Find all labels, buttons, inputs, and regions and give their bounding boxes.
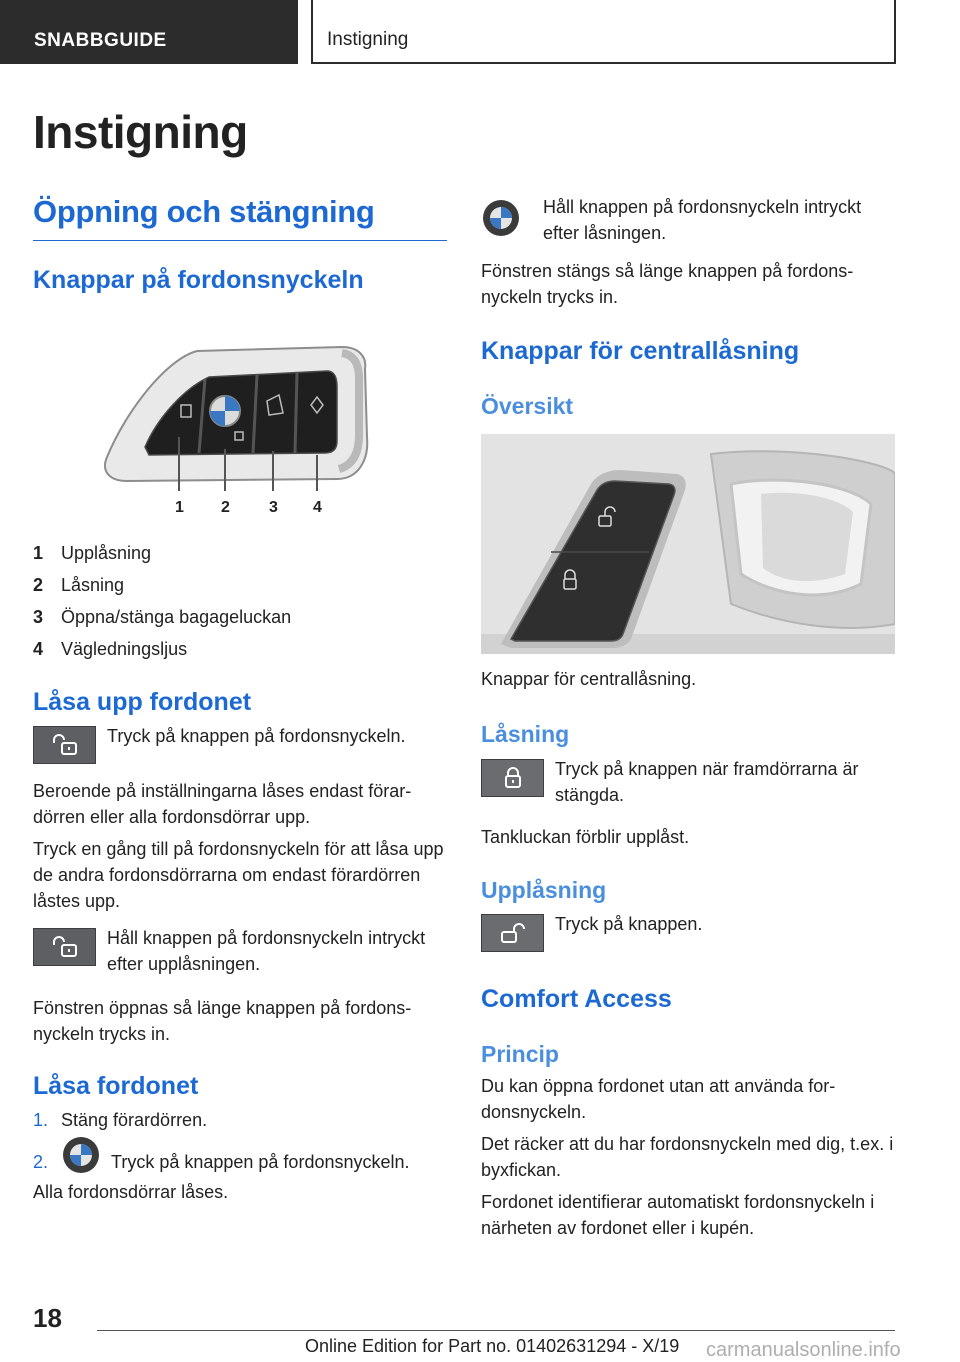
- paragraph: Du kan öppna fordonet utan att använda fordonsnyckeln.: [481, 1075, 836, 1122]
- page-number: 18: [33, 1303, 62, 1333]
- door-panel-illustration: [481, 434, 895, 654]
- unlock-button-icon: [33, 726, 96, 764]
- lock-hold-instruction: [481, 192, 895, 246]
- step-item: [33, 1149, 447, 1175]
- unlock-text: Tryck på knappen på fordonsnyckeln.: [107, 726, 406, 747]
- list-item: [33, 601, 447, 633]
- page-title: Instigning: [33, 106, 248, 158]
- edition-text: Online Edition for Part no. 01402631294 - X/19: [305, 1336, 680, 1356]
- lock-heading: Låsa fordonet: [33, 1072, 199, 1101]
- figure-caption: Knappar för centrallåsning.: [481, 669, 697, 690]
- callout-2: 2: [221, 498, 230, 516]
- section-heading: Öppning och stängning: [33, 190, 447, 241]
- item-number: 2: [33, 574, 44, 595]
- unlock-hold-instruction: [33, 928, 447, 977]
- bmw-key-icon: [61, 1135, 101, 1175]
- paragraph: Det räcker att du har fordonsnyckeln med dig, t.ex. i byxfickan.: [481, 1133, 894, 1180]
- list-item: [33, 633, 447, 665]
- item-label: Låsning: [61, 574, 125, 595]
- step-number: 1.: [33, 1109, 49, 1130]
- lock-hold-text: Håll knappen på fordonsnyckeln intryckt efter låsningen.: [543, 197, 862, 243]
- unlock-instruction: [33, 726, 447, 764]
- unlock-button-icon: [33, 928, 96, 966]
- unlock-button-icon: [481, 914, 544, 952]
- step-text: Stäng förardörren.: [61, 1109, 208, 1130]
- list-item: [33, 537, 447, 569]
- right-column: [481, 192, 895, 1241]
- item-number: 1: [33, 542, 44, 563]
- lock-steps: [33, 1107, 447, 1175]
- item-label: Vägledningsljus: [61, 638, 188, 659]
- unlocking-heading: Upplåsning: [481, 876, 607, 903]
- paragraph: Alla fordonsdörrar låses.: [33, 1181, 229, 1202]
- unlock-heading: Låsa upp fordonet: [33, 687, 252, 716]
- callout-1: 1: [175, 498, 184, 516]
- item-number: 3: [33, 606, 44, 627]
- key-legend: [33, 537, 447, 665]
- paragraph: Fönstren stängs så länge knappen på fordonsnyckeln trycks in.: [481, 261, 854, 307]
- lock-button-icon: [481, 759, 544, 797]
- unlock-hold-text: Håll knappen på fordonsnyckeln intryckt efter upplåsningen.: [107, 928, 426, 975]
- item-label: Öppna/stänga bagageluckan: [61, 606, 292, 627]
- bmw-key-icon: [481, 198, 521, 238]
- central-locking-heading: Knappar för centrallåsning: [481, 337, 800, 365]
- paragraph: Fönstren öppnas så länge knappen på fordonsnyckeln trycks in.: [33, 998, 412, 1045]
- left-column: [33, 190, 447, 1205]
- item-label: Upplåsning: [61, 542, 152, 563]
- section-tab[interactable]: SNABBGUIDE: [0, 0, 298, 64]
- key-fob-illustration: [97, 339, 387, 519]
- unlocking-instruction: [481, 914, 895, 952]
- unlocking-text: Tryck på knappen.: [555, 914, 703, 935]
- callout-4: 4: [313, 498, 322, 516]
- paragraph: Tryck en gång till på fordonsnyckeln för att låsa upp de andra fordonsdörrarna om endast förardörren låstes upp.: [33, 839, 444, 912]
- key-fob-figure: [97, 339, 387, 519]
- keys-heading: Knappar på fordonsnyckeln: [33, 266, 364, 295]
- door-panel-figure: [481, 434, 895, 654]
- locking-instruction: [481, 759, 895, 808]
- watermark: carmanualsonline.info: [706, 1339, 901, 1361]
- locking-heading: Låsning: [481, 721, 570, 748]
- principle-heading: Princip: [481, 1040, 559, 1067]
- item-number: 4: [33, 638, 44, 659]
- comfort-access-heading: Comfort Access: [481, 985, 672, 1014]
- step-item: [33, 1107, 447, 1133]
- paragraph: Fordonet identifierar automatiskt fordonsnyckeln i närheten av fordonet eller i kupén.: [481, 1191, 875, 1238]
- list-item: [33, 569, 447, 601]
- paragraph: Beroende på inställningarna låses endast förardörren eller alla fordonsdörrar upp.: [33, 781, 412, 828]
- overview-heading: Översikt: [481, 392, 574, 419]
- chapter-title: Instigning: [311, 0, 896, 64]
- locking-text: Tryck på knappen när framdörrarna är stängda.: [555, 758, 859, 805]
- callout-3: 3: [269, 498, 278, 516]
- step-number: 2.: [33, 1151, 49, 1172]
- step-text: Tryck på knappen på fordonsnyckeln.: [111, 1151, 410, 1172]
- footer-divider: [97, 1330, 895, 1331]
- paragraph: Tankluckan förblir upplåst.: [481, 826, 690, 847]
